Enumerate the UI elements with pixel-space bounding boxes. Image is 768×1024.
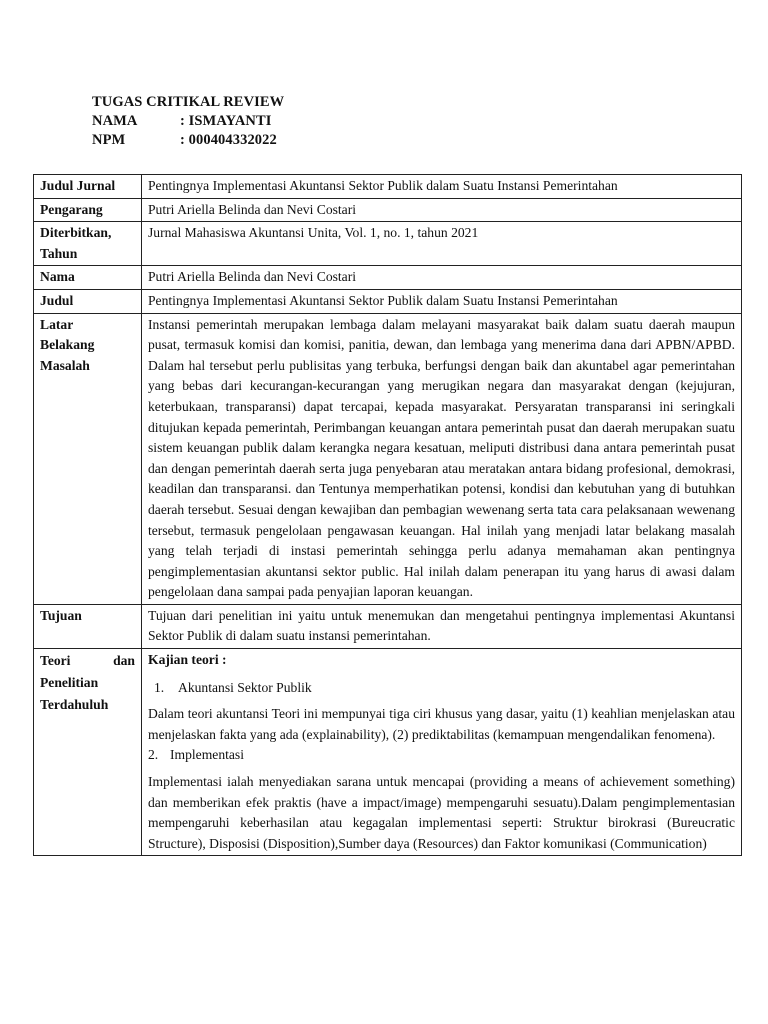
document-header	[92, 93, 284, 150]
label-judul: Judul	[34, 289, 142, 313]
document-title: TUGAS CRITIKAL REVIEW	[92, 94, 285, 110]
value-tujuan: Tujuan dari penelitian ini yaitu untuk menemukan dan mengetahui pentingnya implementasi Akuntansi Sektor Publik di dalam suatu instansi pemerintahan.	[142, 604, 742, 648]
label-teori: Teori dan Penelitian Terdahuluh	[34, 649, 142, 856]
item2-number: 2.	[148, 747, 159, 763]
item1-title: Akuntansi Sektor Publik	[178, 679, 312, 695]
value-nama: Putri Ariella Belinda dan Nevi Costari	[142, 266, 742, 290]
name-key: NAMA	[92, 113, 138, 129]
value-judul: Pentingnya Implementasi Akuntansi Sektor Publik dalam Suatu Instansi Pemerintahan	[142, 289, 742, 313]
row-teori	[34, 649, 742, 856]
label-diterbitkan: Diterbitkan, Tahun	[34, 222, 142, 266]
item1-number: 1.	[154, 679, 165, 695]
label-nama: Nama	[34, 266, 142, 290]
row-judul-jurnal	[34, 175, 742, 199]
name-value: : ISMAYANTI	[180, 113, 272, 129]
kajian-teori-heading: Kajian teori :	[148, 652, 227, 668]
row-tujuan	[34, 604, 742, 648]
value-teori	[142, 649, 742, 856]
value-pengarang: Putri Ariella Belinda dan Nevi Costari	[142, 198, 742, 222]
value-diterbitkan: Jurnal Mahasiswa Akuntansi Unita, Vol. 1, no. 1, tahun 2021	[142, 222, 742, 266]
row-judul	[34, 289, 742, 313]
row-latar-belakang	[34, 313, 742, 604]
row-pengarang	[34, 198, 742, 222]
label-pengarang: Pengarang	[34, 198, 142, 222]
value-judul-jurnal: Pentingnya Implementasi Akuntansi Sektor Publik dalam Suatu Instansi Pemerintahan	[142, 175, 742, 199]
npm-key: NPM	[92, 132, 126, 148]
npm-value: : 000404332022	[180, 132, 277, 148]
name-row	[92, 112, 284, 131]
row-nama	[34, 266, 742, 290]
label-tujuan: Tujuan	[34, 604, 142, 648]
item2-text: Implementasi ialah menyediakan sarana untuk mencapai (providing a means of achievement something) dan memberikan efek praktis (have a impact/image) mempengaruhi sesuatu).Dalam pengimplementasian mempengaruhi keberhasilan atau kegagalan implementasi seperti: Struktur birokrasi (Bureucratic Structure), Disposisi (Disposition),Sumber daya (Resources) dan Faktor komunikasi (Communication)	[148, 774, 735, 851]
item2-heading	[148, 745, 735, 766]
value-latar-belakang: Instansi pemerintah merupakan lembaga dalam melayani masyarakat baik dalam suatu daerah maupun pusat, termasuk komisi dan komisi, panitia, dewan, dan lembaga yang menerima dana dari APBN/APBD. Dalam hal tersebut perlu publisitas yang terbuka, berfungsi dengan baik dan akuntabel agar pemerintahan yang bebas dari kecurangan-kecurangan yang merugikan negara dan masyarakat dengan (kejujuran, keterbukaan, transparansi) dapat tercapai, kepada masyarakat. Persyaratan transparansi ini seringkali ditujukan kepada pemerintah, Perimbangan keuangan antara pemerintah pusat dan daerah merupakan suatu sistem keuangan publik dalam kerangka negara kesatuan, meliputi distribusi dana antara pemerintah pusat dan dengan pemerintah daerah serta juga penyebaran atau meratakan antara bidang profesional, demokrasi, keadilan dan transparansi. dan Tentunya memperhatikan potensi, kondisi dan kebutuhan yang di butuhkan daerah tersebut. Sesuai dengan kewajiban dan pembagian wewenang serta tata cara pelaksanaan wewenang tersebut, termasuk pengelolaan pengawasan keuangan. Hal inilah yang menjadi latar belakang masalah yang telah terjadi di instasi pemerintah sehingga perlu adanya memahaman akan pentingnya pengimplementasian akuntansi sektor public. Hal inilah dalam penerapan itu yang harus di awasi dalam pengelolaan dana sampai pada penyajian laporan keuangan.	[142, 313, 742, 604]
item2-title: Implementasi	[170, 747, 244, 763]
label-judul-jurnal: Judul Jurnal	[34, 175, 142, 199]
label-latar-belakang: Latar Belakang Masalah	[34, 313, 142, 604]
row-diterbitkan	[34, 222, 742, 266]
npm-row	[92, 131, 284, 150]
review-table	[33, 174, 742, 856]
item1-text: Dalam teori akuntansi Teori ini mempunyai tiga ciri khusus yang dasar, yaitu (1) keahlian menjelaskan atau menjelaskan fakta yang ada (explainability), (2) prediktabilitas (kemampuan mengendalikan fenomena).	[148, 706, 735, 742]
item1-heading	[148, 678, 735, 699]
